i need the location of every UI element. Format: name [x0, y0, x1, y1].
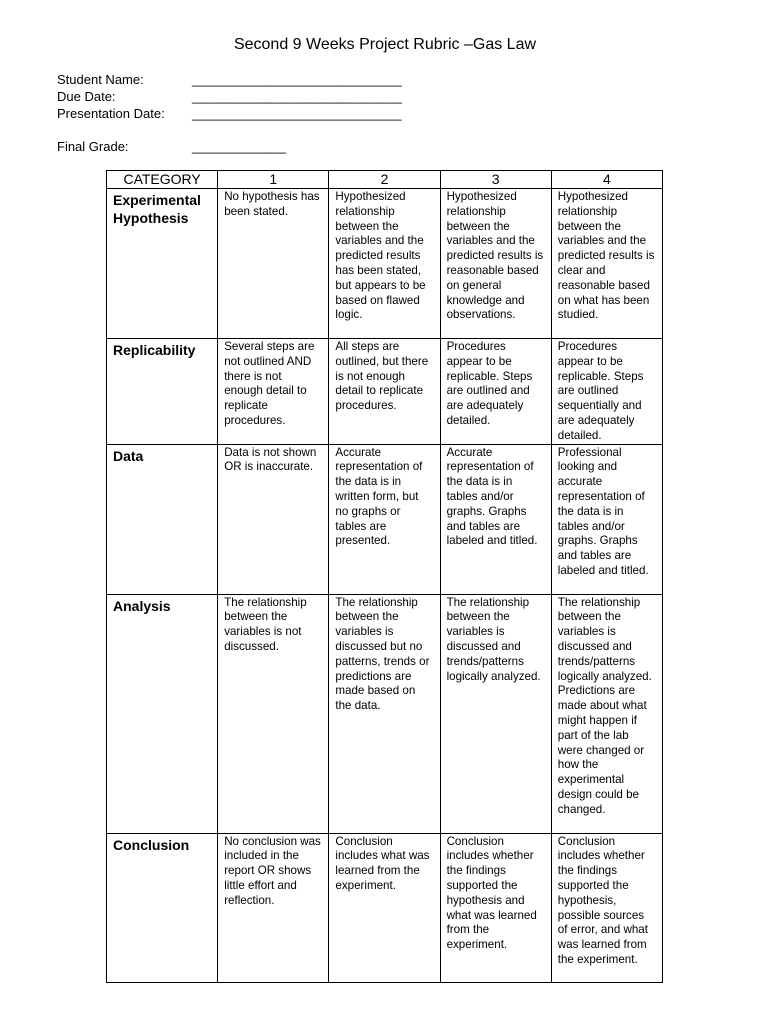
rubric-cell: The relationship between the variables is discussed but no patterns, trends or predictions are made based on the data.: [329, 594, 440, 833]
due-date-label: Due Date:: [57, 89, 116, 104]
presentation-date-label: Presentation Date:: [57, 106, 165, 121]
header-score-1: 1: [218, 171, 329, 189]
presentation-date-row: [57, 106, 402, 121]
rubric-cell: Hypothesized relationship between the variables and the predicted results is reasonable based on general knowledge and observations.: [440, 189, 551, 339]
presentation-date-blank: _____________________________: [192, 106, 402, 121]
rubric-cell: The relationship between the variables is discussed and trends/patterns logically analyzed.: [440, 594, 551, 833]
header-category: CATEGORY: [107, 171, 218, 189]
table-row: [107, 189, 663, 339]
rubric-cell: Conclusion includes what was learned from the experiment.: [329, 833, 440, 982]
table-row: [107, 833, 663, 982]
header-score-3: 3: [440, 171, 551, 189]
rubric-cell: No conclusion was included in the report OR shows little effort and reflection.: [218, 833, 329, 982]
rubric-cell: Procedures appear to be replicable. Steps are outlined sequentially and are adequately detailed.: [551, 339, 662, 445]
rubric-cell: No hypothesis has been stated.: [218, 189, 329, 339]
rubric-cell: Accurate representation of the data is in written form, but no graphs or tables are presented.: [329, 444, 440, 594]
rubric-cell: Hypothesized relationship between the variables and the predicted results is clear and reasonable based on what has been studied.: [551, 189, 662, 339]
due-date-row: [57, 89, 402, 104]
student-name-blank: _____________________________: [192, 72, 402, 87]
rubric-cell: Hypothesized relationship between the variables and the predicted results has been stated, but appears to be based on flawed logic.: [329, 189, 440, 339]
final-grade-row: [57, 139, 286, 154]
rubric-cell: All steps are outlined, but there is not enough detail to replicate procedures.: [329, 339, 440, 445]
rubric-cell: Several steps are not outlined AND there is not enough detail to replicate procedures.: [218, 339, 329, 445]
rubric-cell: The relationship between the variables is not discussed.: [218, 594, 329, 833]
table-row: [107, 339, 663, 445]
final-grade-label: Final Grade:: [57, 139, 129, 154]
rubric-cell: Accurate representation of the data is in tables and/or graphs. Graphs and tables are labeled and titled.: [440, 444, 551, 594]
header-score-2: 2: [329, 171, 440, 189]
final-grade-blank: _____________: [192, 139, 286, 154]
category-cell: Conclusion: [107, 833, 218, 982]
header-row: [107, 171, 663, 189]
category-cell: Experimental Hypothesis: [107, 189, 218, 339]
document-title: Second 9 Weeks Project Rubric –Gas Law: [233, 36, 537, 53]
table-row: [107, 594, 663, 833]
rubric-cell: Procedures appear to be replicable. Steps are outlined and are adequately detailed.: [440, 339, 551, 445]
rubric-table: [106, 170, 663, 983]
header-score-4: 4: [551, 171, 662, 189]
due-date-blank: _____________________________: [192, 89, 402, 104]
rubric-cell: Conclusion includes whether the findings supported the hypothesis, possible sources of error, and what was learned from the experiment.: [551, 833, 662, 982]
category-cell: Replicability: [107, 339, 218, 445]
rubric-cell: Conclusion includes whether the findings supported the hypothesis and what was learned from the experiment.: [440, 833, 551, 982]
rubric-cell: Professional looking and accurate representation of the data is in tables and/or graphs. Graphs and tables are labeled and titled.: [551, 444, 662, 594]
student-name-label: Student Name:: [57, 72, 144, 87]
rubric-cell: Data is not shown OR is inaccurate.: [218, 444, 329, 594]
category-cell: Analysis: [107, 594, 218, 833]
rubric-cell: The relationship between the variables is discussed and trends/patterns logically analyzed. Predictions are made about what might happen if part of the lab were changed or how the experimental design could be changed.: [551, 594, 662, 833]
category-cell: Data: [107, 444, 218, 594]
table-row: [107, 444, 663, 594]
student-name-row: [57, 72, 402, 87]
